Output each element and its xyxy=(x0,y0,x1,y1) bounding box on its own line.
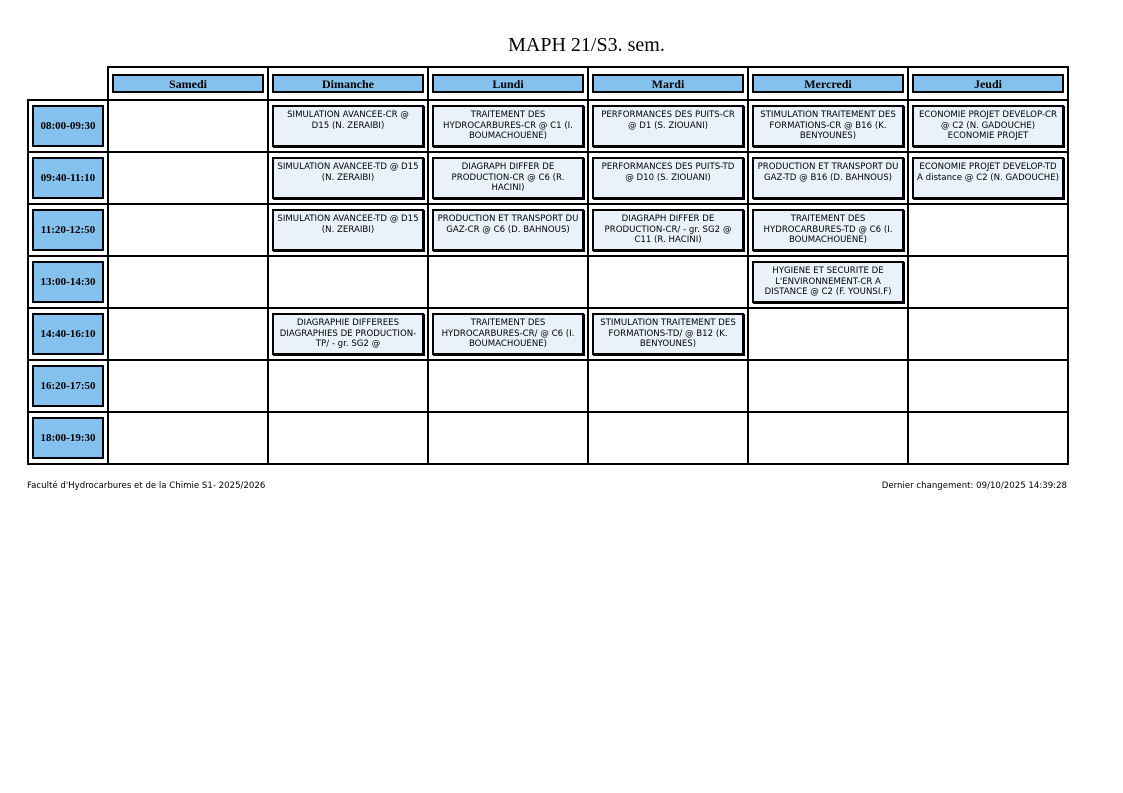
schedule-cell xyxy=(908,204,1068,256)
schedule-cell xyxy=(108,256,268,308)
schedule-cell xyxy=(908,256,1068,308)
schedule-cell xyxy=(108,308,268,360)
course-block: STIMULATION TRAITEMENT DES FORMATIONS-TD/ @ B12 (K. BENYOUNES) xyxy=(592,313,744,355)
course-block: SIMULATION AVANCEE-TD @ D15 (N. ZERAIBI) xyxy=(272,157,424,199)
slot-row xyxy=(28,152,1068,204)
course-block: DIAGRAPHIE DIFFEREES DIAGRAPHIES DE PRODUCTION-TP/ - gr. SG2 @ xyxy=(272,313,424,355)
course-block: SIMULATION AVANCEE-TD @ D15 (N. ZERAIBI) xyxy=(272,209,424,251)
schedule-cell xyxy=(588,412,748,464)
day-label: Mardi xyxy=(592,74,744,93)
day-header-row xyxy=(28,67,1068,100)
time-slot-label: 11:20-12:50 xyxy=(32,209,104,251)
slot-row xyxy=(28,412,1068,464)
schedule-cell xyxy=(428,204,588,256)
time-slot-cell xyxy=(28,360,108,412)
schedule-cell xyxy=(268,204,428,256)
schedule-cell xyxy=(908,152,1068,204)
day-label: Lundi xyxy=(432,74,584,93)
schedule-cell xyxy=(108,412,268,464)
schedule-cell xyxy=(908,100,1068,152)
schedule-cell xyxy=(428,152,588,204)
schedule-cell xyxy=(748,204,908,256)
schedule-cell xyxy=(588,204,748,256)
day-label: Samedi xyxy=(112,74,264,93)
slot-row xyxy=(28,256,1068,308)
course-block: DIAGRAPH DIFFER DE PRODUCTION-CR/ - gr. SG2 @ C11 (R. HACINI) xyxy=(592,209,744,251)
course-block: HYGIENE ET SECURITE DE L'ENVIRONNEMENT-CR A DISTANCE @ C2 (F. YOUNSI.F) xyxy=(752,261,904,303)
day-header xyxy=(108,67,268,100)
schedule-cell xyxy=(108,152,268,204)
day-header xyxy=(428,67,588,100)
time-slot-label: 18:00-19:30 xyxy=(32,417,104,459)
schedule-cell xyxy=(428,100,588,152)
schedule-cell xyxy=(268,412,428,464)
schedule-cell xyxy=(588,360,748,412)
schedule-cell xyxy=(908,360,1068,412)
schedule-cell xyxy=(428,308,588,360)
schedule-cell xyxy=(748,100,908,152)
course-block: PRODUCTION ET TRANSPORT DU GAZ-CR @ C6 (D. BAHNOUS) xyxy=(432,209,584,251)
day-header xyxy=(748,67,908,100)
time-slot-label: 14:40-16:10 xyxy=(32,313,104,355)
course-block: SIMULATION AVANCEE-CR @ D15 (N. ZERAIBI) xyxy=(272,105,424,147)
schedule-cell xyxy=(268,308,428,360)
schedule-cell xyxy=(748,152,908,204)
timetable xyxy=(27,66,1069,465)
course-block: PRODUCTION ET TRANSPORT DU GAZ-TD @ B16 (D. BAHNOUS) xyxy=(752,157,904,199)
schedule-cell xyxy=(588,256,748,308)
schedule-cell xyxy=(428,412,588,464)
day-label: Mercredi xyxy=(752,74,904,93)
day-header xyxy=(908,67,1068,100)
schedule-cell xyxy=(108,204,268,256)
schedule-cell xyxy=(108,360,268,412)
schedule-cell xyxy=(268,100,428,152)
day-label: Dimanche xyxy=(272,74,424,93)
day-header xyxy=(268,67,428,100)
course-block: DIAGRAPH DIFFER DE PRODUCTION-CR @ C6 (R. HACINI) xyxy=(432,157,584,199)
course-block: STIMULATION TRAITEMENT DES FORMATIONS-CR @ B16 (K. BENYOUNES) xyxy=(752,105,904,147)
schedule-cell xyxy=(588,308,748,360)
schedule-cell xyxy=(428,256,588,308)
schedule-cell xyxy=(428,360,588,412)
schedule-cell xyxy=(588,100,748,152)
course-block: ECONOMIE PROJET DEVELOP-TD A distance @ C2 (N. GADOUCHE) xyxy=(912,157,1064,199)
schedule-cell xyxy=(268,152,428,204)
schedule-cell xyxy=(908,412,1068,464)
schedule-cell xyxy=(908,308,1068,360)
time-slot-label: 16:20-17:50 xyxy=(32,365,104,407)
schedule-cell xyxy=(748,308,908,360)
schedule-cell xyxy=(748,412,908,464)
time-slot-label: 13:00-14:30 xyxy=(32,261,104,303)
slot-row xyxy=(28,204,1068,256)
slot-row xyxy=(28,100,1068,152)
time-slot-cell xyxy=(28,412,108,464)
course-block: PERFORMANCES DES PUITS-CR @ D1 (S. ZIOUANI) xyxy=(592,105,744,147)
day-header xyxy=(588,67,748,100)
course-block: PERFORMANCES DES PUITS-TD @ D10 (S. ZIOUANI) xyxy=(592,157,744,199)
page-title: MAPH 21/S3. sem. xyxy=(508,34,665,56)
day-label: Jeudi xyxy=(912,74,1064,93)
time-slot-cell xyxy=(28,152,108,204)
schedule-cell xyxy=(268,256,428,308)
course-block: TRAITEMENT DES HYDROCARBURES-CR @ C1 (I. BOUMACHOUENE) xyxy=(432,105,584,147)
schedule-cell xyxy=(268,360,428,412)
footer-last-change: Dernier changement: 09/10/2025 14:39:28 xyxy=(881,481,1067,491)
slot-row xyxy=(28,308,1068,360)
time-slot-label: 08:00-09:30 xyxy=(32,105,104,147)
time-slot-cell xyxy=(28,100,108,152)
corner-cell xyxy=(28,67,108,100)
time-slot-cell xyxy=(28,256,108,308)
course-block: TRAITEMENT DES HYDROCARBURES-CR/ @ C6 (I. BOUMACHOUENE) xyxy=(432,313,584,355)
time-slot-label: 09:40-11:10 xyxy=(32,157,104,199)
footer-faculty: Faculté d'Hydrocarbures et de la Chimie S1- 2025/2026 xyxy=(27,481,266,491)
time-slot-cell xyxy=(28,308,108,360)
slot-row xyxy=(28,360,1068,412)
course-block: TRAITEMENT DES HYDROCARBURES-TD @ C6 (I. BOUMACHOUENE) xyxy=(752,209,904,251)
schedule-cell xyxy=(748,360,908,412)
schedule-cell xyxy=(108,100,268,152)
schedule-cell xyxy=(588,152,748,204)
time-slot-cell xyxy=(28,204,108,256)
schedule-cell xyxy=(748,256,908,308)
course-block: ECONOMIE PROJET DEVELOP-CR @ C2 (N. GADOUCHE) ECONOMIE PROJET xyxy=(912,105,1064,147)
